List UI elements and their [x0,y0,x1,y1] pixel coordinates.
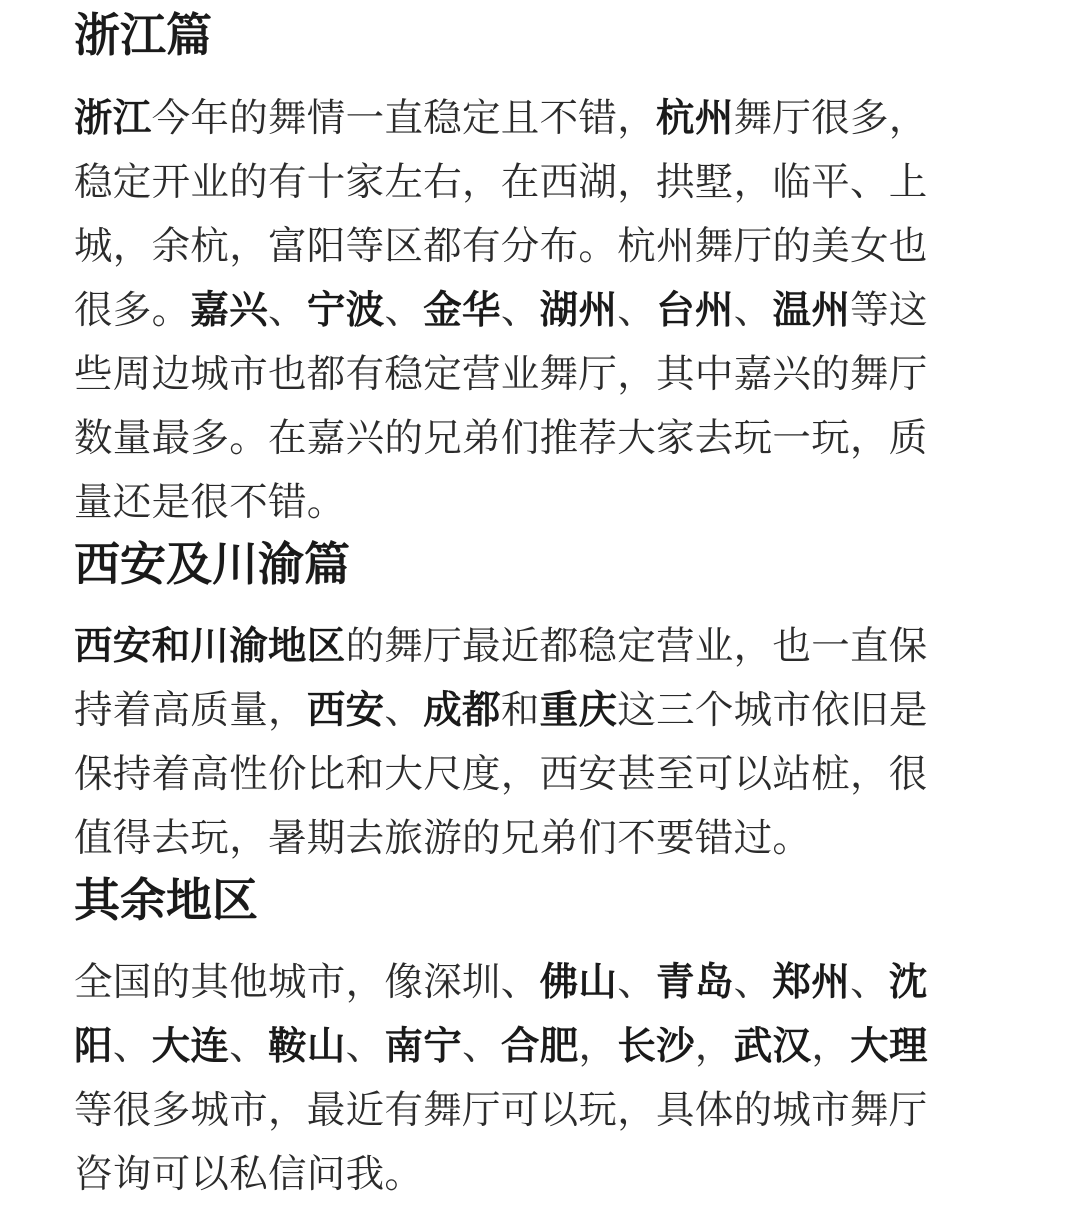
text-run: 等很多城市，最近有舞厅可以玩，具体的城市舞厅 [74,1088,928,1133]
bold-text-run: 武汉 [733,1024,812,1069]
text-run: 、 [384,688,424,733]
bold-text-run: 湖州 [539,288,618,333]
text-run: 城，余杭，富阳等区都有分布。杭州舞厅的美女也 [74,224,928,269]
paragraph-line [74,743,928,807]
text-run: 咨询可以私信问我。 [74,1152,424,1197]
paragraph-line [74,1143,928,1207]
text-run: 、 [500,288,540,333]
bold-text-run: 西安和川渝地区 [74,624,346,669]
paragraph-line [74,471,928,535]
paragraph-line [74,615,928,679]
text-run: ， [811,1024,851,1069]
bold-text-run: 青岛 [656,960,734,1005]
bold-text-run: 杭州 [656,96,734,141]
bold-text-run: 大连 [151,1024,230,1069]
text-run: 、 [112,1024,152,1069]
paragraph-line [74,343,928,407]
text-run: 今年的舞情一直稳定且不错， [151,96,657,141]
section-title-zhejiang: 浙江篇 [74,8,212,62]
paragraph-other-regions [74,951,928,1207]
text-run: 持着高质量， [74,688,307,733]
bold-text-run: 南宁 [384,1024,463,1069]
text-run: 、 [617,288,657,333]
text-run: 些周边城市也都有稳定营业舞厅，其中嘉兴的舞厅 [74,352,928,397]
paragraph-line [74,951,928,1015]
text-run: ， [578,1024,618,1069]
bold-text-run: 重庆 [539,688,618,733]
text-run: 值得去玩，暑期去旅游的兄弟们不要错过。 [74,816,812,861]
text-run: 数量最多。在嘉兴的兄弟们推荐大家去玩一玩，质 [74,416,928,461]
bold-text-run: 长沙 [617,1024,695,1069]
text-run: 、 [733,288,773,333]
text-run: 、 [229,1024,269,1069]
bold-text-run: 宁波 [306,288,385,333]
paragraph-line [74,215,928,279]
text-run: 、 [384,288,424,333]
bold-text-run: 嘉兴 [190,288,269,333]
bold-text-run: 合肥 [500,1024,579,1069]
text-run: 舞厅很多， [733,96,928,141]
text-run: 和 [500,688,540,733]
text-run: 全国的其他城市，像深圳、 [74,960,540,1005]
text-run: 的舞厅最近都稳定营业，也一直保 [345,624,928,669]
paragraph-line [74,87,928,151]
bold-text-run: 浙江 [74,96,152,141]
paragraph-line [74,279,928,343]
bold-text-run: 沈 [888,960,928,1005]
text-run: 、 [733,960,773,1005]
text-run: 、 [462,1024,501,1069]
paragraph-line [74,1079,928,1143]
paragraph-xian-chuanyu [74,615,928,871]
paragraph-line [74,407,928,471]
bold-text-run: 成都 [423,688,501,733]
bold-text-run: 佛山 [539,960,618,1005]
paragraph-line [74,151,928,215]
bold-text-run: 大理 [850,1024,928,1069]
bold-text-run: 台州 [656,288,734,333]
bold-text-run: 郑州 [772,960,851,1005]
text-run: 、 [345,1024,385,1069]
text-run: 等这 [850,288,928,333]
text-run: 很多。 [74,288,191,333]
text-run: 这三个城市依旧是 [617,688,928,733]
paragraph-line [74,807,928,871]
paragraph-line [74,679,928,743]
text-run: 、 [617,960,657,1005]
bold-text-run: 温州 [772,288,851,333]
paragraph-zhejiang [74,87,928,535]
text-run: 保持着高性价比和大尺度，西安甚至可以站桩，很 [74,752,928,797]
section-title-other-regions: 其余地区 [74,873,258,927]
text-run: 稳定开业的有十家左右，在西湖，拱墅，临平、上 [74,160,928,205]
bold-text-run: 金华 [423,288,501,333]
bold-text-run: 阳 [74,1024,113,1069]
text-run: 量还是很不错。 [74,480,346,525]
bold-text-run: 鞍山 [268,1024,346,1069]
text-run: 、 [268,288,307,333]
section-title-xian-chuanyu: 西安及川渝篇 [74,537,350,591]
bold-text-run: 西安 [306,688,385,733]
text-run: ， [694,1024,734,1069]
text-run: 、 [850,960,889,1005]
paragraph-line [74,1015,928,1079]
